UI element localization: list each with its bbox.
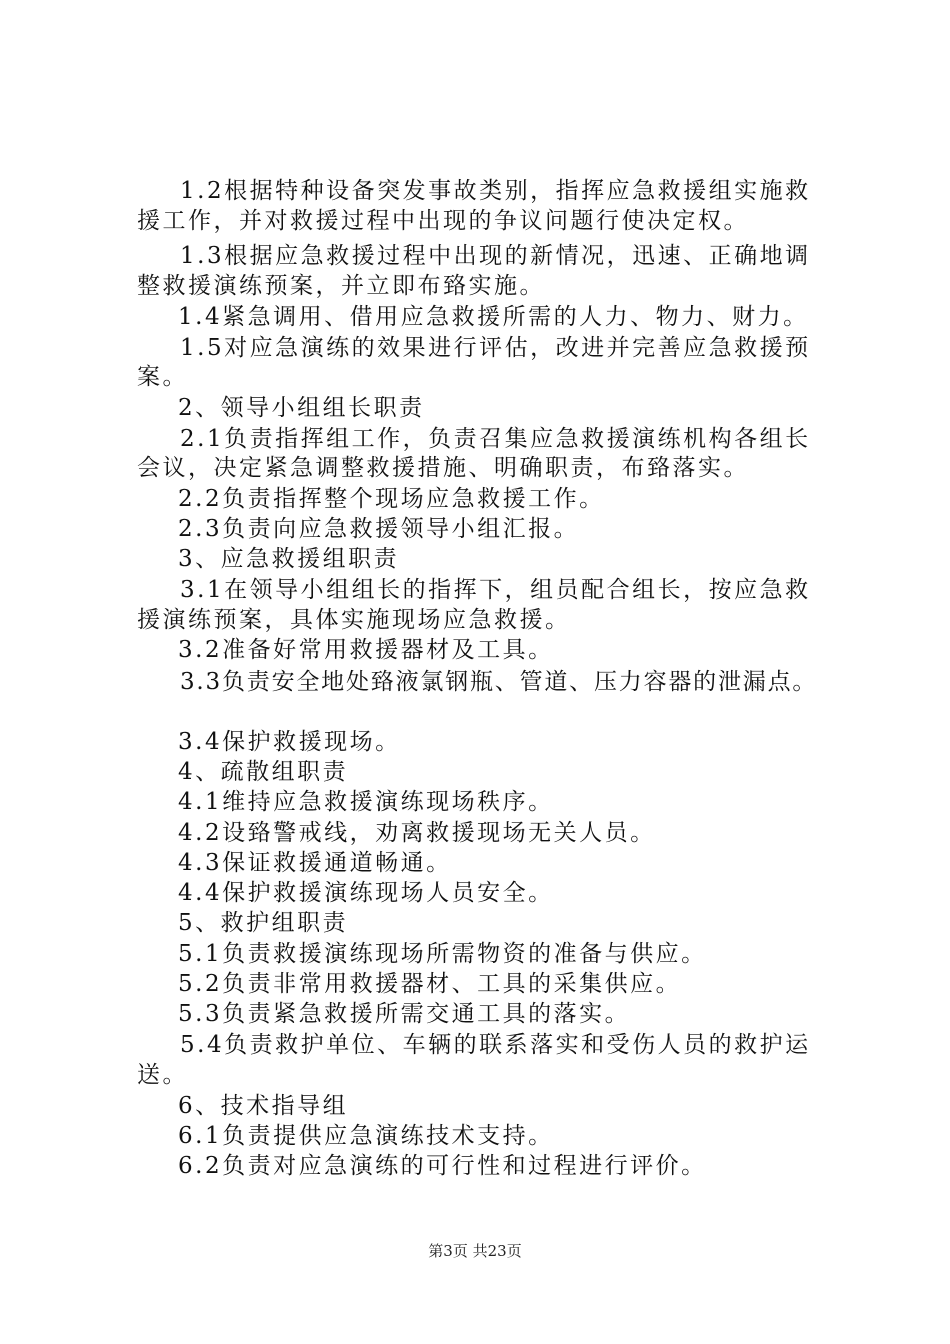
text-line: 1.4紧急调用、借用应急救援所需的人力、物力、财力。 — [178, 304, 809, 330]
section-heading: 5、救护组职责 — [178, 910, 349, 936]
section-heading: 3、应急救援组职责 — [178, 546, 400, 572]
text-line: 3.4保护救援现场。 — [178, 729, 401, 755]
text-line: 援工作，并对救援过程中出现的争议问题行使决定权。 — [137, 208, 749, 234]
text-line: 案。 — [137, 364, 188, 390]
text-line: 送。 — [137, 1062, 188, 1088]
section-heading: 6、技术指导组 — [178, 1093, 349, 1119]
text-line: 1.2根据特种设备突发事故类别，指挥应急救援组实施救 — [180, 178, 811, 204]
text-line: 1.5对应急演练的效果进行评估，改进并完善应急救援预 — [180, 335, 811, 361]
section-heading: 2、领导小组组长职责 — [178, 395, 425, 421]
text-line: 4.2设臵警戒线，劝离救援现场无关人员。 — [178, 820, 656, 846]
text-line: 1.3根据应急救援过程中出现的新情况，迅速、正确地调 — [180, 243, 811, 269]
text-line: 3.2准备好常用救援器材及工具。 — [178, 637, 554, 663]
text-line: 5.3负责紧急救援所需交通工具的落实。 — [178, 1001, 631, 1027]
text-line: 整救援演练预案，并立即布臵实施。 — [137, 273, 545, 299]
text-line: 6.2负责对应急演练的可行性和过程进行评价。 — [178, 1153, 707, 1179]
text-line: 5.1负责救援演练现场所需物资的准备与供应。 — [178, 941, 707, 967]
text-line: 2.1负责指挥组工作，负责召集应急救援演练机构各组长 — [180, 426, 811, 452]
text-line: 5.2负责非常用救援器材、工具的采集供应。 — [178, 971, 682, 997]
text-line: 2.2负责指挥整个现场应急救援工作。 — [178, 486, 605, 512]
text-line: 4.1维持应急救援演练现场秩序。 — [178, 789, 554, 815]
text-line: 援演练预案，具体实施现场应急救援。 — [137, 607, 571, 633]
text-line: 4.4保护救援演练现场人员安全。 — [178, 880, 554, 906]
text-line: 5.4负责救护单位、车辆的联系落实和受伤人员的救护运 — [180, 1032, 811, 1058]
text-line: 6.1负责提供应急演练技术支持。 — [178, 1123, 554, 1149]
page-footer: 第3页 共23页 — [428, 1242, 522, 1260]
text-line: 4.3保证救援通道畅通。 — [178, 850, 452, 876]
text-line: 3.1在领导小组组长的指挥下，组员配合组长，按应急救 — [180, 577, 811, 603]
text-line: 3.3负责安全地处臵液氯钢瓶、管道、压力容器的泄漏点。 — [180, 669, 818, 695]
text-line: 会议，决定紧急调整救援措施、明确职责，布臵落实。 — [137, 455, 749, 481]
text-line: 2.3负责向应急救援领导小组汇报。 — [178, 516, 580, 542]
section-heading: 4、疏散组职责 — [178, 759, 349, 785]
